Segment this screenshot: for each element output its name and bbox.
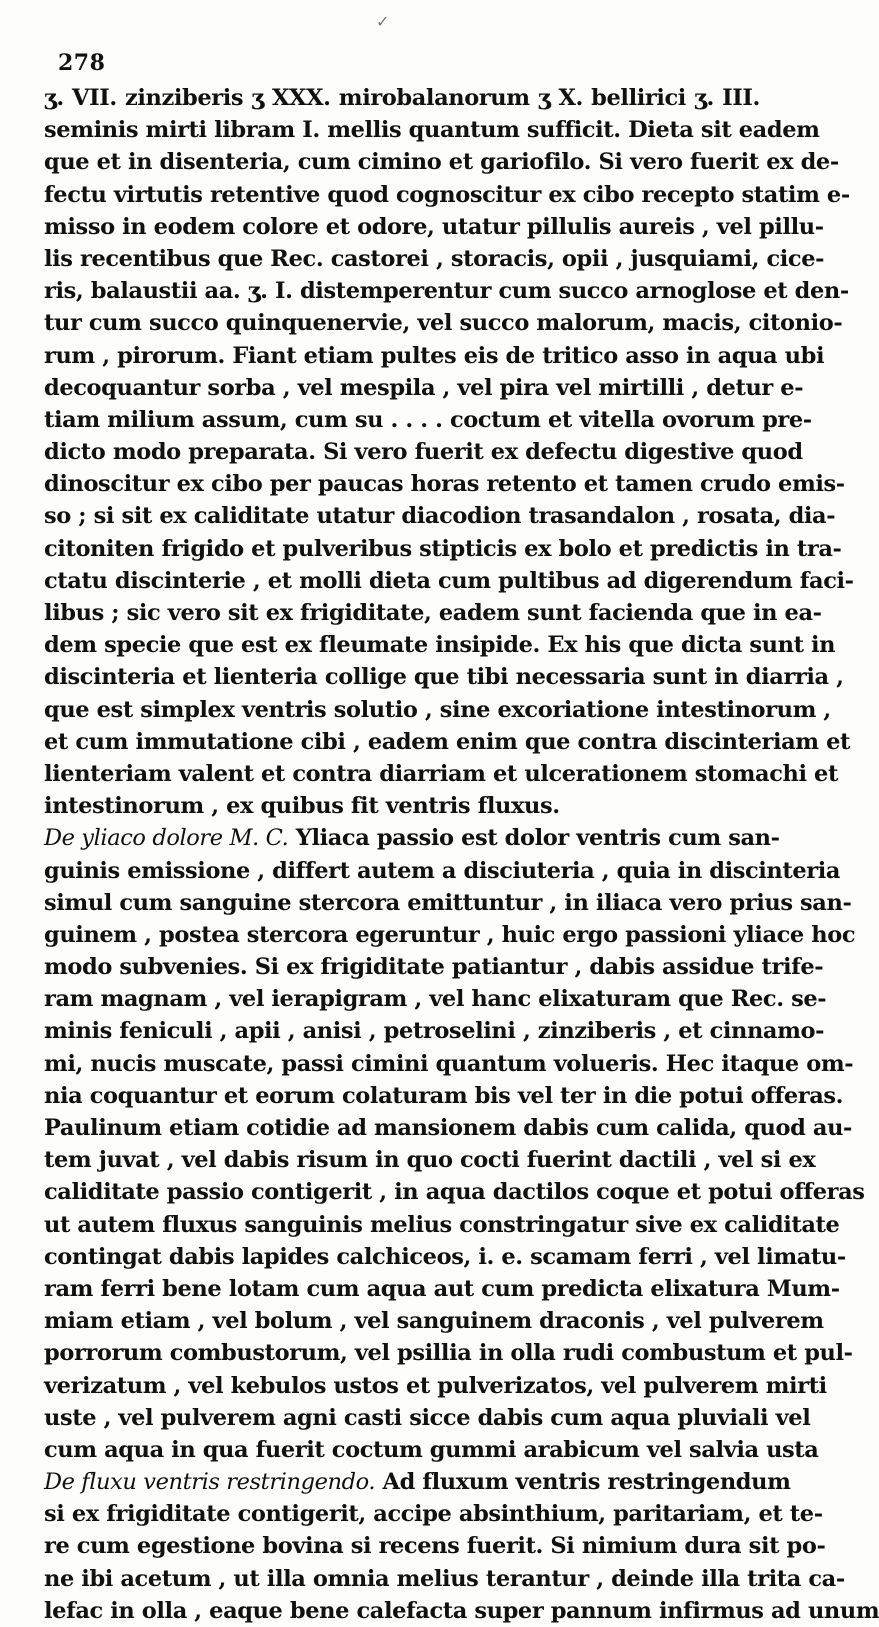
paragraph-fluxu <box>44 1498 879 1627</box>
text-line: nia coquantur et eorum colaturam bis vel ter in die potui offeras. <box>44 1082 844 1109</box>
text-line: fectu virtutis retentive quod cognoscitur ex cibo recepto statim e- <box>44 181 850 208</box>
section-heading-yliaca: De yliaco dolore M. C. <box>44 825 289 852</box>
text-line: guinem , postea stercora egeruntur , huic ergo passioni yliace hoc <box>44 921 856 948</box>
text-line: so ; si sit ex caliditate utatur diacodion trasandalon , rosata, dia- <box>44 503 836 530</box>
text-line: miam etiam , vel bolum , vel sanguinem draconis , vel pulverem <box>44 1308 824 1335</box>
text-line: minis feniculi , apii , anisi , petroselini , zinziberis , et cinnamo- <box>44 1018 825 1045</box>
text-line: Ad fluxum ventris restringendum <box>375 1469 791 1496</box>
paragraph-dysentery <box>44 82 854 822</box>
text-line: porrorum combustorum, vel psillia in olla rudi combustum et pul- <box>44 1340 853 1367</box>
text-line: Yliaca passio est dolor ventris cum san- <box>288 825 780 852</box>
text-line: guinis emissione , differt autem a disciuteria , quia in discinteria <box>44 857 841 884</box>
heading-line-yliaca <box>44 822 780 854</box>
text-line: tiam milium assum, cum su . . . . coctum et vitella ovorum pre- <box>44 406 812 433</box>
page-body <box>44 82 879 1627</box>
text-line: lis recentibus que Rec. castorei , storacis, opii , jusquiami, cice- <box>44 245 825 272</box>
text-line: simul cum sanguine stercora emittuntur , in iliaca vero prius san- <box>44 889 852 916</box>
text-line: citoniten frigido et pulveribus stipticis ex bolo et predictis in tra- <box>44 535 842 562</box>
text-line: modo subvenies. Si ex frigiditate patiantur , dabis assidue trife- <box>44 954 824 981</box>
text-line: ris, balaustii aa. ʒ. I. distemperentur cum succo arnoglose et den- <box>44 278 849 305</box>
section-heading-fluxu: De fluxu ventris restringendo. <box>44 1469 376 1496</box>
paragraph-yliaca <box>44 855 865 1467</box>
text-line: dem specie que est ex fleumate insipide. Ex his que dicta sunt in <box>44 632 836 659</box>
text-line: ʒ. VII. zinziberis ʒ XXX. mirobalanorum ʒ X. bellirici ʒ. III. <box>44 85 760 111</box>
text-line: ram ferri bene lotam cum aqua aut cum predicta elixatura Mum- <box>44 1275 840 1302</box>
text-line: et cum immutatione cibi , eadem enim que contra discinteriam et <box>44 728 851 755</box>
text-line: misso in eodem colore et odore, utatur pillulis aureis , vel pillu- <box>44 213 824 240</box>
text-line: tem juvat , vel dabis risum in quo cocti fuerint dactili , vel si ex <box>44 1147 816 1174</box>
text-line: caliditate passio contigerit , in aqua dactilos coque et potui offeras <box>44 1179 865 1206</box>
text-line: rum , pirorum. Fiant etiam pultes eis de tritico asso in aqua ubi <box>44 342 825 369</box>
text-line: seminis mirti libram I. mellis quantum sufficit. Dieta sit eadem <box>44 117 820 144</box>
text-line: re cum egestione bovina si recens fuerit. Si nimium dura sit po- <box>44 1533 826 1560</box>
text-line: ut autem fluxus sanguinis melius constringatur sive ex caliditate <box>44 1211 840 1238</box>
heading-line-fluxu <box>44 1466 791 1498</box>
text-line: decoquantur sorba , vel mespila , vel pira vel mirtilli , detur e- <box>44 374 804 401</box>
text-line: mi, nucis muscate, passi cimini quantum volueris. Hec itaque om- <box>44 1050 854 1077</box>
text-line: cum aqua in qua fuerit coctum gummi arabicum vel salvia usta <box>44 1436 819 1463</box>
text-line: uste , vel pulverem agni casti sicce dabis cum aqua pluviali vel <box>44 1404 811 1431</box>
text-line: dinoscitur ex cibo per paucas horas retento et tamen crudo emis- <box>44 471 845 498</box>
text-line: lefac in olla , eaque bene calefacta super pannum infirmus ad unum <box>44 1597 879 1624</box>
text-line: dicto modo preparata. Si vero fuerit ex defectu digestive quod <box>44 439 803 466</box>
text-line: intestinorum , ex quibus fit ventris fluxus. <box>44 793 560 820</box>
text-line: Paulinum etiam cotidie ad mansionem dabis cum calida, quod au- <box>44 1115 852 1141</box>
text-line: ctatu discinterie , et molli dieta cum pultibus ad digerendum faci- <box>44 567 854 594</box>
text-line: discinteria et lienteria collige que tibi necessaria sunt in diarria , <box>44 664 844 691</box>
text-line: lienteriam valent et contra diarriam et ulcerationem stomachi et <box>44 760 838 787</box>
text-line: contingat dabis lapides calchiceos, i. e. scamam ferri , vel limatu- <box>44 1243 846 1270</box>
page-number: 278 <box>58 50 106 76</box>
margin-mark: ✓ <box>376 12 390 31</box>
text-line: que et in disenteria, cum cimino et gariofilo. Si vero fuerit ex de- <box>44 149 839 176</box>
text-line: si ex frigiditate contigerit, accipe absinthium, paritariam, et te- <box>44 1501 823 1528</box>
text-line: libus ; sic vero sit ex frigiditate, eadem sunt facienda que in ea- <box>44 600 822 626</box>
text-line: ne ibi acetum , ut illa omnia melius terantur , deinde illa trita ca- <box>44 1565 845 1592</box>
text-line: ram magnam , vel ierapigram , vel hanc elixaturam que Rec. se- <box>44 986 827 1013</box>
text-line: tur cum succo quinquenervie, vel succo malorum, macis, citonio- <box>44 310 843 337</box>
text-line: que est simplex ventris solutio , sine excoriatione intestinorum , <box>44 696 831 723</box>
text-line: verizatum , vel kebulos ustos et pulverizatos, vel pulverem mirti <box>44 1372 827 1399</box>
